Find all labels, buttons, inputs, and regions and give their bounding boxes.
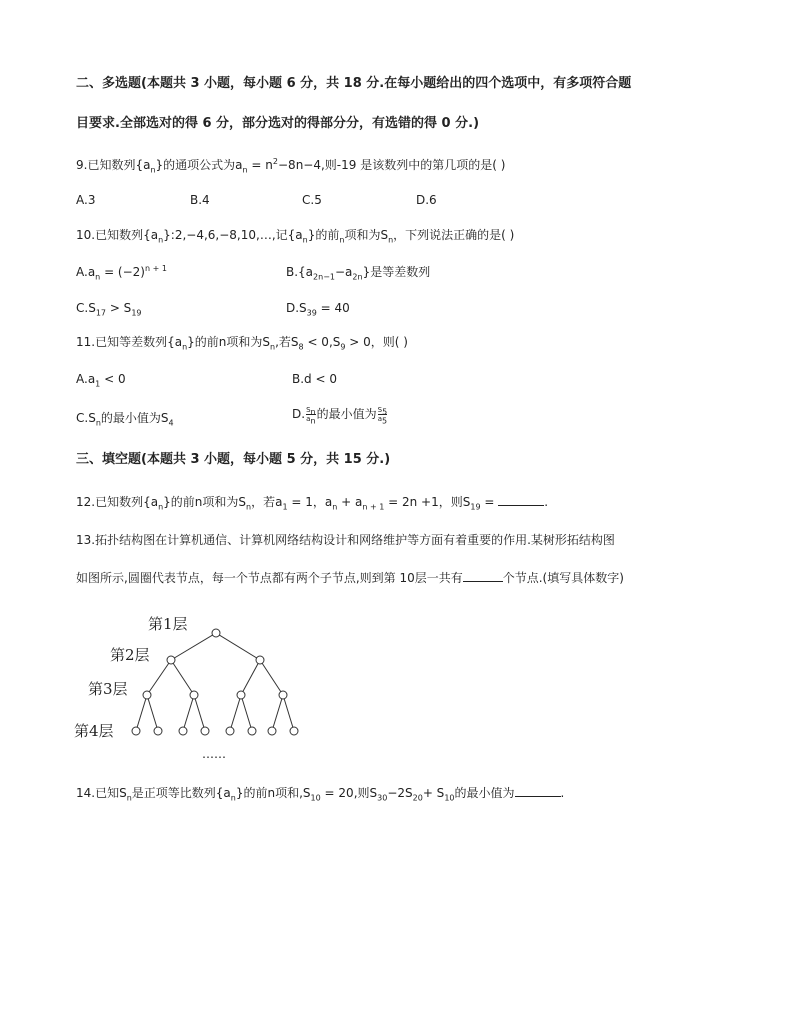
q9-option-d: D.6 xyxy=(416,193,437,207)
node-layer1 xyxy=(212,629,220,637)
q9-option-c: C.5 xyxy=(302,193,322,207)
question-12: 12.已知数列$\{a_n\}$的前n项和为$S_n$，若$a_1 = 1$，$a_n + a_{n + 1} = 2n +1$，则$S_{19}$ = . xyxy=(76,495,549,512)
node-layer3 xyxy=(279,691,287,699)
q10-option-a: $A.a_n = (-2)^{n + 1}$ xyxy=(76,264,167,282)
layer-1-label: 第1层 xyxy=(148,615,188,633)
question-11: 11.已知等差数列$\{a_n\}$的前n项和为$S_n$,若$S_8 < 0,S_9 > 0$，则( ) xyxy=(76,335,408,352)
layer-2-label: 第2层 xyxy=(110,646,150,664)
node-layer4 xyxy=(248,727,256,735)
node-layer4 xyxy=(268,727,276,735)
answer-blank-q14[interactable] xyxy=(515,786,561,797)
q11-option-a: $A.a_1 < 0$ xyxy=(76,372,126,389)
layer-4-label: 第4层 xyxy=(74,722,114,740)
node-layer4 xyxy=(154,727,162,735)
node-layer3 xyxy=(237,691,245,699)
question-13-line1: 13.拓扑结构图在计算机通信、计算机网络结构设计和网络维护等方面有着重要的作用.某树形拓结构图 xyxy=(76,533,615,547)
fraction-sn-over-an: $\frac{S_n}{a_n}$ xyxy=(306,406,316,426)
node-layer4 xyxy=(201,727,209,735)
node-layer2 xyxy=(256,656,264,664)
node-layer4 xyxy=(132,727,140,735)
tree-nodes xyxy=(132,629,298,735)
q11-option-b: B.d < 0 xyxy=(292,372,337,386)
node-layer2 xyxy=(167,656,175,664)
q10-option-c: $C.S_{17} > S_{19}$ xyxy=(76,301,142,318)
node-layer4 xyxy=(226,727,234,735)
answer-blank-q13[interactable] xyxy=(463,571,503,582)
continuation-dots: …… xyxy=(202,747,226,761)
fraction-s5-over-a5: $\frac{S_5}{a_5}$ xyxy=(377,406,388,426)
node-layer3 xyxy=(143,691,151,699)
question-13-line2: 如图所示,圆圈代表节点，每一个节点都有两个子节点,则到第 10层一共有 个节点.(填写具体数字) xyxy=(76,571,624,585)
q11-option-d: D. $\frac{S_n}{a_n}$ 的最小值为 $\frac{S_5}{a_5}$ xyxy=(292,406,388,426)
q10-option-d: $D.S_{39} = 40$ xyxy=(286,301,350,318)
q9-option-b: B.4 xyxy=(190,193,210,207)
section3-heading: 三、填空题(本题共 3 小题，每小题 5 分，共 15 分.) xyxy=(76,452,391,467)
answer-blank-q12[interactable] xyxy=(498,495,544,506)
q9-option-a: A.3 xyxy=(76,193,96,207)
question-9: 9.已知数列$\{a_n\}$的通项公式为$a_n = n^2-8n-4$,则-19 是该数列中的第几项的是( ) xyxy=(76,157,506,175)
section2-heading-line1: 二、多选题(本题共 3 小题，每小题 6 分，共 18 分.在每小题给出的四个选项中，有多项符合题 xyxy=(76,76,632,91)
node-layer3 xyxy=(190,691,198,699)
tree-diagram xyxy=(70,605,330,765)
question-14: 14.已知$S_n$是正项等比数列$\{a_n\}$的前n项和$,S_{10} = 20$,则$S_{30}-2S_{20}+ S_{10}$的最小值为 . xyxy=(76,786,565,803)
q11-option-c: $C.S_n$的最小值为$S_4$ xyxy=(76,411,174,428)
layer-3-label: 第3层 xyxy=(88,680,128,698)
q10-option-b: $B.\{a_{2n-1}-a_{2n}\}$是等差数列 xyxy=(286,265,431,282)
section2-heading-line2: 目要求.全部选对的得 6 分，部分选对的得部分分，有选错的得 0 分.) xyxy=(76,116,480,131)
tree-edges xyxy=(136,633,294,731)
node-layer4 xyxy=(179,727,187,735)
question-10: 10.已知数列$\{a_n\}:2,-4,6,-8,10,\dots$,记$\{a_n\}$的前$_n$项和为$S_n$，下列说法正确的是( ) xyxy=(76,228,515,245)
node-layer4 xyxy=(290,727,298,735)
